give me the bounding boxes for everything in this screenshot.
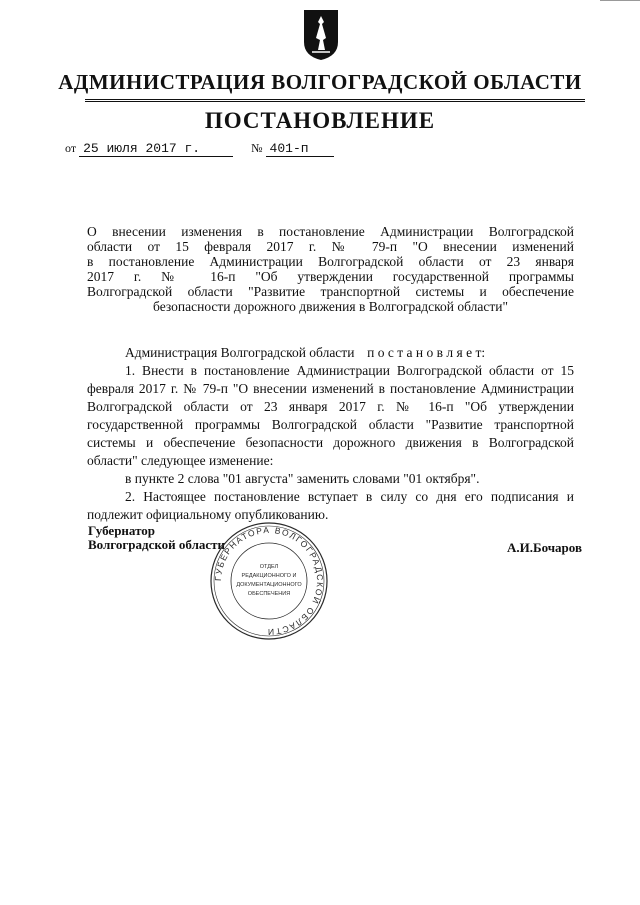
header-divider-thin (85, 101, 585, 102)
stamp-center-line: ОТДЕЛ (259, 564, 279, 570)
date-value: 25 июля 2017 г. (79, 141, 233, 157)
stamp-center-line: ДОКУМЕНТАЦИОННОГО (236, 582, 302, 588)
stamp-center-line: РЕДАКЦИОННОГО И (241, 573, 297, 579)
document-title (87, 224, 574, 314)
date-prefix: от (65, 141, 77, 155)
signatory-position-line: Волгоградской области (88, 537, 226, 552)
signatory-position (88, 524, 225, 552)
title-line: безопасности дорожного движения в Волгоградской области" (153, 299, 508, 314)
preamble-action: п о с т а н о в л я е т: (367, 345, 486, 360)
coat-of-arms-icon (302, 8, 340, 62)
svg-text:ГУБЕРНАТОРА ВОЛГОГРАДСКОЙ ОБЛА (213, 525, 325, 637)
body-paragraph-2: в пункте 2 слова "01 августа" заменить словами "01 октября". (125, 471, 480, 486)
preamble-text: Администрация Волгоградской области (125, 345, 355, 360)
title-line: О внесении изменения в постановление Администрации Волгоградской (87, 224, 574, 239)
signatory-name: А.И.Бочаров (506, 540, 582, 555)
body-paragraph-1: 1. Внести в постановление Администрации Волгоградской области от 15 февраля 2017 г. № 79-п "О внесении изменений в постановление Администрации Волгоградской области от 23 января 2017 г. № 16-п "Об утверждении государственной программы Волгоградской области "Развитие транспортной системы и обеспечение безопасности дорожного движения в Волгоградской области" следующее изменение: (87, 363, 574, 468)
preamble-paragraph (87, 344, 574, 362)
official-stamp-icon (208, 520, 330, 642)
stamp-outer-text: ГУБЕРНАТОРА ВОЛГОГРАДСКОЙ ОБЛАСТИ (212, 524, 326, 638)
signatory-position-line: Губернатор (88, 523, 156, 538)
header-divider-thick (85, 99, 585, 100)
body-paragraph-3: 2. Настоящее постановление вступает в силу со дня его подписания и подлежит официальному опубликованию. (87, 489, 574, 522)
date-number-line (65, 141, 334, 157)
stamp-center-line: ОБЕСПЕЧЕНИЯ (247, 591, 291, 597)
title-line: области от 15 февраля 2017 г. № 79-п "О внесении изменений (87, 239, 574, 254)
title-line: Волгоградской области "Развитие транспортной системы и обеспечение (87, 284, 574, 299)
document-body (87, 344, 574, 524)
document-type: ПОСТАНОВЛЕНИЕ (204, 108, 436, 133)
organization-name: АДМИНИСТРАЦИЯ ВОЛГОГРАДСКОЙ ОБЛАСТИ (58, 70, 582, 94)
title-line: в постановление Администрации Волгоградской области от 23 января (87, 254, 574, 269)
title-line: 2017 г. № 16-п "Об утверждении государственной программы (87, 269, 574, 284)
page-corner-line (600, 0, 640, 1)
number-prefix: № (251, 141, 263, 155)
number-value: 401-п (266, 141, 334, 157)
